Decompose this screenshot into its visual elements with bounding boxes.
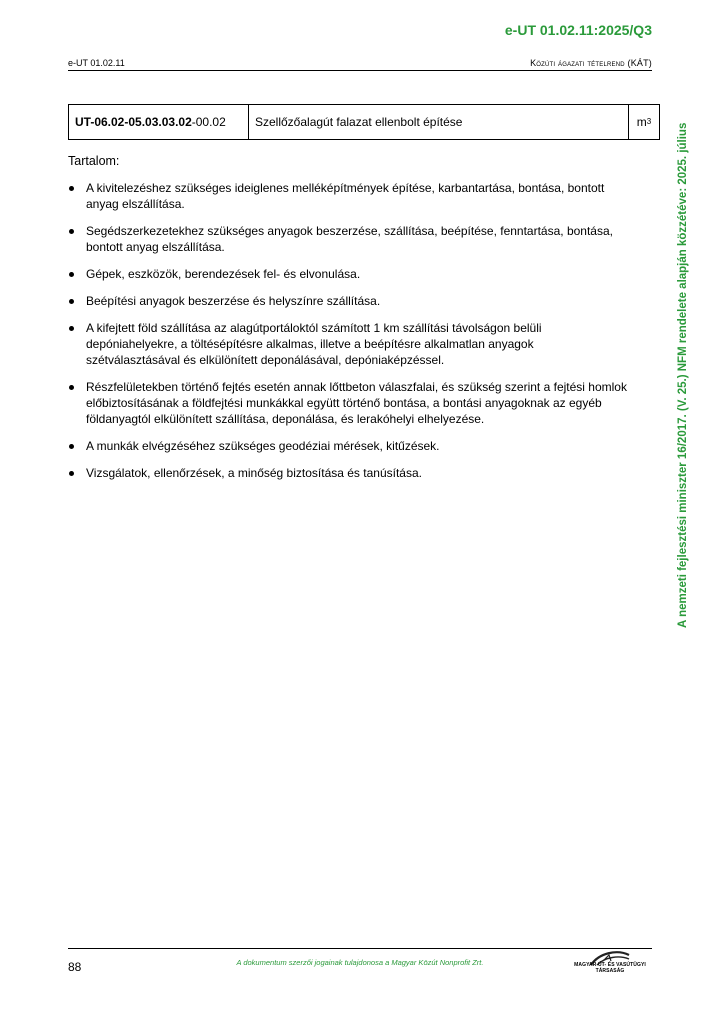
header-title-main: Közúti ágazati tételrend <box>530 58 625 68</box>
item-unit: m 3 <box>636 115 652 129</box>
list-item: A munkák elvégzéséhez szükséges geodéziai mérések, kitűzések. <box>68 438 628 454</box>
header-title-abbr: (KÁT) <box>627 58 652 68</box>
item-code-suffix: -00.02 <box>191 115 226 129</box>
header-doc-id: e-UT 01.02.11 <box>68 58 125 68</box>
logo-text: MAGYAR ÚT- ÉS VASÚTÜGYI TÁRSASÁG <box>574 962 646 974</box>
list-item: A kifejtett föld szállítása az alagútportáloktól számított 1 km szállítási távolságon belüli depóniahelyekre, a töltésépítésre alkalmas, illetve a beépítésre alkalmatlan anyagok szétválasztásával és elkülönített deponálásával, depóniaképzéssel. <box>68 320 628 368</box>
list-item: Segédszerkezetekhez szükséges anyagok beszerzése, szállítása, beépítése, fenntartása, bontása, bontott anyag elszállítása. <box>68 223 628 255</box>
list-item: Részfelületekben történő fejtés esetén annak lőttbeton válaszfalai, és szükség szerint a fejtési homlok előbiztosításának a földfejtési munkákkal együtt történő bontása, a bontási anyagoknak az egyéb földanyagtól elkülönített szállítása, deponálása, és lerakóhelyi elhelyezése. <box>68 379 628 427</box>
copyright-notice: A dokumentum szerzői jogainak tulajdonosa a Magyar Közút Nonprofit Zrt. <box>236 958 484 967</box>
document-code: e-UT 01.02.11:2025/Q3 <box>504 22 652 38</box>
item-code <box>69 105 249 139</box>
page-number: 88 <box>68 960 82 974</box>
header-divider <box>68 70 652 71</box>
list-item: Gépek, eszközök, berendezések fel- és elvonulása. <box>68 266 628 282</box>
item-table <box>68 104 660 140</box>
item-description: Szellőzőalagút falazat ellenbolt építése <box>249 105 629 139</box>
header-title <box>530 58 652 68</box>
list-item: Beépítési anyagok beszerzése és helyszínre szállítása. <box>68 293 628 309</box>
publication-note: A nemzeti fejlesztési miniszter 16/2017. (V. 25.) NFM rendelete alapján közzétéve: 2025. július <box>677 122 689 628</box>
content-list <box>68 180 628 492</box>
item-unit-base: m <box>636 115 647 129</box>
content-title: Tartalom: <box>68 154 120 168</box>
item-code-main: UT-06.02-05.03.03.02 <box>75 115 192 129</box>
organization-logo <box>565 948 655 974</box>
list-item: A kivitelezéshez szükséges ideiglenes melléképítmények építése, karbantartása, bontása, bontott anyag elszállítása. <box>68 180 628 212</box>
list-item: Vizsgálatok, ellenőrzések, a minőség biztosítása és tanúsítása. <box>68 465 628 481</box>
